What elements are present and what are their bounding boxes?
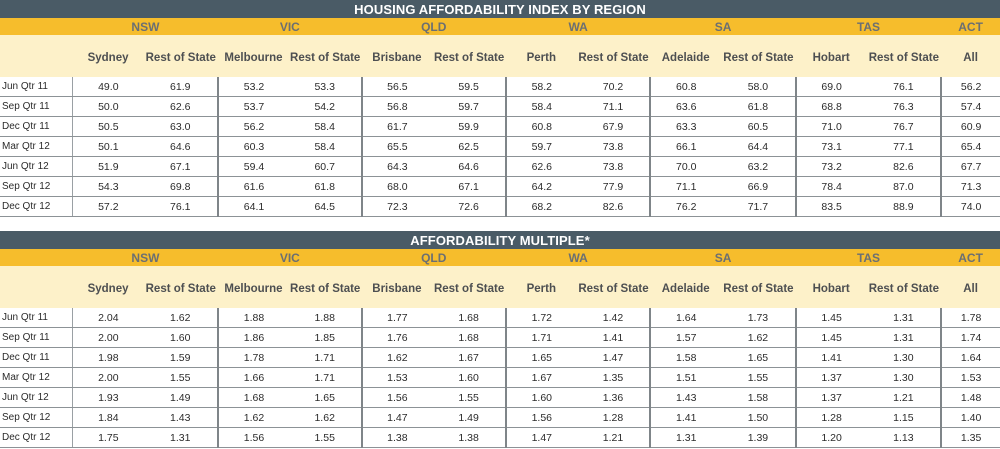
- column-header: Rest of State: [432, 266, 506, 308]
- table-cell: 83.5: [796, 197, 867, 217]
- table-cell: 1.84: [73, 408, 144, 428]
- table-cell: 68.2: [506, 197, 577, 217]
- table-row: [0, 328, 1000, 348]
- table-cell: 1.77: [362, 308, 433, 328]
- table-cell: 1.21: [866, 388, 941, 408]
- row-label: Dec Qtr 12: [0, 197, 73, 217]
- region-header-blank: [0, 18, 73, 35]
- table-row: [0, 368, 1000, 388]
- region-header: SA: [650, 249, 795, 266]
- region-header: TAS: [796, 249, 941, 266]
- table-cell: 62.5: [432, 137, 506, 157]
- table-cell: 1.68: [432, 308, 506, 328]
- table-cell: 1.98: [73, 348, 144, 368]
- table-cell: 64.5: [289, 197, 362, 217]
- table-cell: 56.5: [362, 77, 433, 97]
- table-cell: 58.4: [289, 117, 362, 137]
- column-header-blank: [0, 266, 73, 308]
- table-cell: 1.45: [796, 308, 867, 328]
- table-cell: 1.67: [506, 368, 577, 388]
- table-cell: 1.64: [650, 308, 721, 328]
- table-cell: 1.51: [650, 368, 721, 388]
- table-cell: 1.55: [721, 368, 796, 388]
- table-cell: 1.65: [506, 348, 577, 368]
- table-row: [0, 177, 1000, 197]
- table-cell: 60.7: [289, 157, 362, 177]
- table-cell: 61.9: [143, 77, 218, 97]
- table-cell: 66.9: [721, 177, 796, 197]
- table-cell: 63.2: [721, 157, 796, 177]
- table-title: HOUSING AFFORDABILITY INDEX BY REGION: [0, 0, 1000, 18]
- table-cell: 1.56: [506, 408, 577, 428]
- table-cell: 59.4: [218, 157, 289, 177]
- table-cell: 71.0: [796, 117, 867, 137]
- table-cell: 60.8: [650, 77, 721, 97]
- table-cell: 1.30: [866, 368, 941, 388]
- table-cell: 1.39: [721, 428, 796, 448]
- table-cell: 1.31: [866, 328, 941, 348]
- table-cell: 1.47: [577, 348, 651, 368]
- region-header: SA: [650, 18, 795, 35]
- table-cell: 67.9: [577, 117, 651, 137]
- table-cell: 64.1: [218, 197, 289, 217]
- table-cell: 1.38: [432, 428, 506, 448]
- table-cell: 63.3: [650, 117, 721, 137]
- table-cell: 1.76: [362, 328, 433, 348]
- table-cell: 1.42: [577, 308, 651, 328]
- table-cell: 1.66: [218, 368, 289, 388]
- table-cell: 70.0: [650, 157, 721, 177]
- table-cell: 1.62: [143, 308, 218, 328]
- region-header: VIC: [218, 249, 361, 266]
- table-cell: 76.7: [866, 117, 941, 137]
- table-cell: 65.4: [941, 137, 1000, 157]
- table-cell: 1.31: [650, 428, 721, 448]
- table-cell: 50.1: [73, 137, 144, 157]
- table-cell: 1.49: [143, 388, 218, 408]
- table-cell: 1.50: [721, 408, 796, 428]
- column-header: Perth: [506, 35, 577, 77]
- table-row: [0, 388, 1000, 408]
- row-label: Dec Qtr 11: [0, 117, 73, 137]
- table-row: [0, 428, 1000, 448]
- table-cell: 1.64: [941, 348, 1000, 368]
- column-header: Brisbane: [362, 35, 433, 77]
- table-row: [0, 77, 1000, 97]
- table-cell: 1.21: [577, 428, 651, 448]
- table-row: [0, 408, 1000, 428]
- table-cell: 66.1: [650, 137, 721, 157]
- table-cell: 1.41: [650, 408, 721, 428]
- table-cell: 1.37: [796, 388, 867, 408]
- row-label: Mar Qtr 12: [0, 368, 73, 388]
- region-header: WA: [506, 18, 650, 35]
- table-cell: 1.62: [218, 408, 289, 428]
- table-cell: 1.78: [218, 348, 289, 368]
- row-label: Jun Qtr 12: [0, 157, 73, 177]
- table-cell: 67.1: [432, 177, 506, 197]
- table-cell: 82.6: [577, 197, 651, 217]
- table-cell: 73.1: [796, 137, 867, 157]
- table-cell: 1.35: [577, 368, 651, 388]
- table-cell: 1.60: [143, 328, 218, 348]
- table-cell: 1.31: [866, 308, 941, 328]
- table-cell: 57.2: [73, 197, 144, 217]
- table-cell: 74.0: [941, 197, 1000, 217]
- table-cell: 1.85: [289, 328, 362, 348]
- table-cell: 1.59: [143, 348, 218, 368]
- table-cell: 67.7: [941, 157, 1000, 177]
- row-label: Mar Qtr 12: [0, 137, 73, 157]
- table-cell: 63.0: [143, 117, 218, 137]
- table-cell: 60.5: [721, 117, 796, 137]
- table-cell: 1.41: [577, 328, 651, 348]
- table-row: [0, 348, 1000, 368]
- table-cell: 1.30: [866, 348, 941, 368]
- column-header: Rest of State: [143, 35, 218, 77]
- table-cell: 53.2: [218, 77, 289, 97]
- table-cell: 1.37: [796, 368, 867, 388]
- table-row: [0, 137, 1000, 157]
- table-cell: 1.71: [506, 328, 577, 348]
- column-header: Perth: [506, 266, 577, 308]
- row-label: Sep Qtr 12: [0, 177, 73, 197]
- column-header: Brisbane: [362, 266, 433, 308]
- table-spacer: [0, 217, 1000, 231]
- table-cell: 1.58: [721, 388, 796, 408]
- region-header: VIC: [218, 18, 361, 35]
- table-cell: 1.13: [866, 428, 941, 448]
- table-cell: 1.40: [941, 408, 1000, 428]
- affordability-multiple-table: [0, 231, 1000, 448]
- table-cell: 61.7: [362, 117, 433, 137]
- table-cell: 88.9: [866, 197, 941, 217]
- table-cell: 64.2: [506, 177, 577, 197]
- table-cell: 64.6: [143, 137, 218, 157]
- row-label: Dec Qtr 11: [0, 348, 73, 368]
- column-header: Rest of State: [721, 35, 796, 77]
- table-cell: 1.62: [362, 348, 433, 368]
- table-title: AFFORDABILITY MULTIPLE*: [0, 231, 1000, 249]
- table-cell: 1.88: [218, 308, 289, 328]
- table-cell: 1.53: [362, 368, 433, 388]
- table-cell: 1.60: [506, 388, 577, 408]
- table-cell: 64.4: [721, 137, 796, 157]
- table-cell: 1.65: [721, 348, 796, 368]
- table-cell: 1.43: [650, 388, 721, 408]
- row-label: Sep Qtr 11: [0, 97, 73, 117]
- table-cell: 1.41: [796, 348, 867, 368]
- table-cell: 72.3: [362, 197, 433, 217]
- table-cell: 61.6: [218, 177, 289, 197]
- table-cell: 71.3: [941, 177, 1000, 197]
- table-cell: 61.8: [721, 97, 796, 117]
- table-cell: 1.74: [941, 328, 1000, 348]
- table-cell: 62.6: [506, 157, 577, 177]
- table-cell: 69.8: [143, 177, 218, 197]
- table-cell: 71.1: [577, 97, 651, 117]
- table-cell: 2.04: [73, 308, 144, 328]
- column-header: Rest of State: [289, 266, 362, 308]
- region-header: ACT: [941, 249, 1000, 266]
- table-cell: 1.28: [796, 408, 867, 428]
- column-header: Hobart: [796, 35, 867, 77]
- table-cell: 76.3: [866, 97, 941, 117]
- table-cell: 1.68: [432, 328, 506, 348]
- table-cell: 76.1: [143, 197, 218, 217]
- table-cell: 61.8: [289, 177, 362, 197]
- table-cell: 64.3: [362, 157, 433, 177]
- column-header: Melbourne: [218, 266, 289, 308]
- table-cell: 58.0: [721, 77, 796, 97]
- table-cell: 1.55: [289, 428, 362, 448]
- table-cell: 69.0: [796, 77, 867, 97]
- row-label: Sep Qtr 11: [0, 328, 73, 348]
- table-cell: 2.00: [73, 368, 144, 388]
- table-cell: 50.5: [73, 117, 144, 137]
- table-cell: 87.0: [866, 177, 941, 197]
- table-cell: 72.6: [432, 197, 506, 217]
- column-header: Rest of State: [577, 266, 651, 308]
- table-cell: 1.57: [650, 328, 721, 348]
- table-cell: 59.9: [432, 117, 506, 137]
- table-cell: 1.31: [143, 428, 218, 448]
- table-cell: 1.28: [577, 408, 651, 428]
- region-header: QLD: [362, 249, 506, 266]
- table-cell: 1.43: [143, 408, 218, 428]
- table-row: [0, 157, 1000, 177]
- table-cell: 58.2: [506, 77, 577, 97]
- table-row: [0, 97, 1000, 117]
- table-cell: 59.7: [506, 137, 577, 157]
- table-cell: 1.35: [941, 428, 1000, 448]
- region-header: WA: [506, 249, 650, 266]
- row-label: Sep Qtr 12: [0, 408, 73, 428]
- table-cell: 62.6: [143, 97, 218, 117]
- table-cell: 82.6: [866, 157, 941, 177]
- table-cell: 59.5: [432, 77, 506, 97]
- column-header: Rest of State: [721, 266, 796, 308]
- region-header: ACT: [941, 18, 1000, 35]
- table-cell: 67.1: [143, 157, 218, 177]
- table-cell: 78.4: [796, 177, 867, 197]
- table-cell: 50.0: [73, 97, 144, 117]
- table-cell: 1.78: [941, 308, 1000, 328]
- table-cell: 73.8: [577, 137, 651, 157]
- table-cell: 56.2: [218, 117, 289, 137]
- table-cell: 1.62: [721, 328, 796, 348]
- table-cell: 1.47: [362, 408, 433, 428]
- table-cell: 1.20: [796, 428, 867, 448]
- table-cell: 1.55: [432, 388, 506, 408]
- row-label: Jun Qtr 11: [0, 77, 73, 97]
- table-cell: 64.6: [432, 157, 506, 177]
- table-cell: 77.9: [577, 177, 651, 197]
- table-cell: 63.6: [650, 97, 721, 117]
- table-cell: 68.8: [796, 97, 867, 117]
- column-header: Rest of State: [432, 35, 506, 77]
- table-cell: 1.36: [577, 388, 651, 408]
- table-cell: 1.93: [73, 388, 144, 408]
- table-cell: 58.4: [289, 137, 362, 157]
- column-header: All: [941, 35, 1000, 77]
- table-cell: 68.0: [362, 177, 433, 197]
- table-cell: 73.2: [796, 157, 867, 177]
- table-cell: 56.2: [941, 77, 1000, 97]
- table-cell: 54.2: [289, 97, 362, 117]
- table-cell: 1.60: [432, 368, 506, 388]
- table-cell: 49.0: [73, 77, 144, 97]
- table-cell: 60.8: [506, 117, 577, 137]
- table-cell: 2.00: [73, 328, 144, 348]
- table-cell: 1.53: [941, 368, 1000, 388]
- column-header: Rest of State: [289, 35, 362, 77]
- column-header-blank: [0, 35, 73, 77]
- column-header-row: [0, 266, 1000, 308]
- table-cell: 70.2: [577, 77, 651, 97]
- table-cell: 57.4: [941, 97, 1000, 117]
- table-cell: 1.49: [432, 408, 506, 428]
- table-row: [0, 117, 1000, 137]
- column-header: Rest of State: [866, 35, 941, 77]
- region-header: QLD: [362, 18, 506, 35]
- table-cell: 1.88: [289, 308, 362, 328]
- column-header: Sydney: [73, 266, 144, 308]
- table-cell: 1.56: [218, 428, 289, 448]
- table-cell: 59.7: [432, 97, 506, 117]
- column-header: Rest of State: [866, 266, 941, 308]
- table-cell: 1.73: [721, 308, 796, 328]
- region-header: TAS: [796, 18, 941, 35]
- column-header: Rest of State: [143, 266, 218, 308]
- column-header-row: [0, 35, 1000, 77]
- table-cell: 58.4: [506, 97, 577, 117]
- affordability-index-table: [0, 0, 1000, 217]
- table-cell: 71.1: [650, 177, 721, 197]
- table-cell: 1.65: [289, 388, 362, 408]
- region-header-row: [0, 249, 1000, 266]
- table-cell: 1.68: [218, 388, 289, 408]
- table-cell: 1.71: [289, 368, 362, 388]
- region-header-blank: [0, 249, 73, 266]
- table-cell: 1.75: [73, 428, 144, 448]
- table-cell: 76.1: [866, 77, 941, 97]
- region-header-row: [0, 18, 1000, 35]
- table-cell: 1.45: [796, 328, 867, 348]
- column-header: Hobart: [796, 266, 867, 308]
- column-header: Adelaide: [650, 35, 721, 77]
- table-cell: 56.8: [362, 97, 433, 117]
- table-cell: 76.2: [650, 197, 721, 217]
- table-row: [0, 197, 1000, 217]
- table-cell: 1.38: [362, 428, 433, 448]
- table-cell: 1.15: [866, 408, 941, 428]
- table-cell: 1.62: [289, 408, 362, 428]
- table-cell: 60.3: [218, 137, 289, 157]
- table-cell: 1.55: [143, 368, 218, 388]
- column-header: Adelaide: [650, 266, 721, 308]
- table-cell: 1.86: [218, 328, 289, 348]
- table-cell: 71.7: [721, 197, 796, 217]
- table-cell: 1.56: [362, 388, 433, 408]
- table-cell: 1.58: [650, 348, 721, 368]
- table-cell: 65.5: [362, 137, 433, 157]
- table-cell: 53.3: [289, 77, 362, 97]
- table-cell: 73.8: [577, 157, 651, 177]
- table-cell: 1.47: [506, 428, 577, 448]
- table-cell: 53.7: [218, 97, 289, 117]
- column-header: Melbourne: [218, 35, 289, 77]
- row-label: Dec Qtr 12: [0, 428, 73, 448]
- column-header: All: [941, 266, 1000, 308]
- region-header: NSW: [73, 18, 218, 35]
- table-cell: 1.72: [506, 308, 577, 328]
- region-header: NSW: [73, 249, 218, 266]
- table-cell: 54.3: [73, 177, 144, 197]
- table-row: [0, 308, 1000, 328]
- column-header: Sydney: [73, 35, 144, 77]
- row-label: Jun Qtr 12: [0, 388, 73, 408]
- table-cell: 1.48: [941, 388, 1000, 408]
- table-cell: 1.71: [289, 348, 362, 368]
- row-label: Jun Qtr 11: [0, 308, 73, 328]
- table-cell: 60.9: [941, 117, 1000, 137]
- table-cell: 51.9: [73, 157, 144, 177]
- column-header: Rest of State: [577, 35, 651, 77]
- table-cell: 1.67: [432, 348, 506, 368]
- table-cell: 77.1: [866, 137, 941, 157]
